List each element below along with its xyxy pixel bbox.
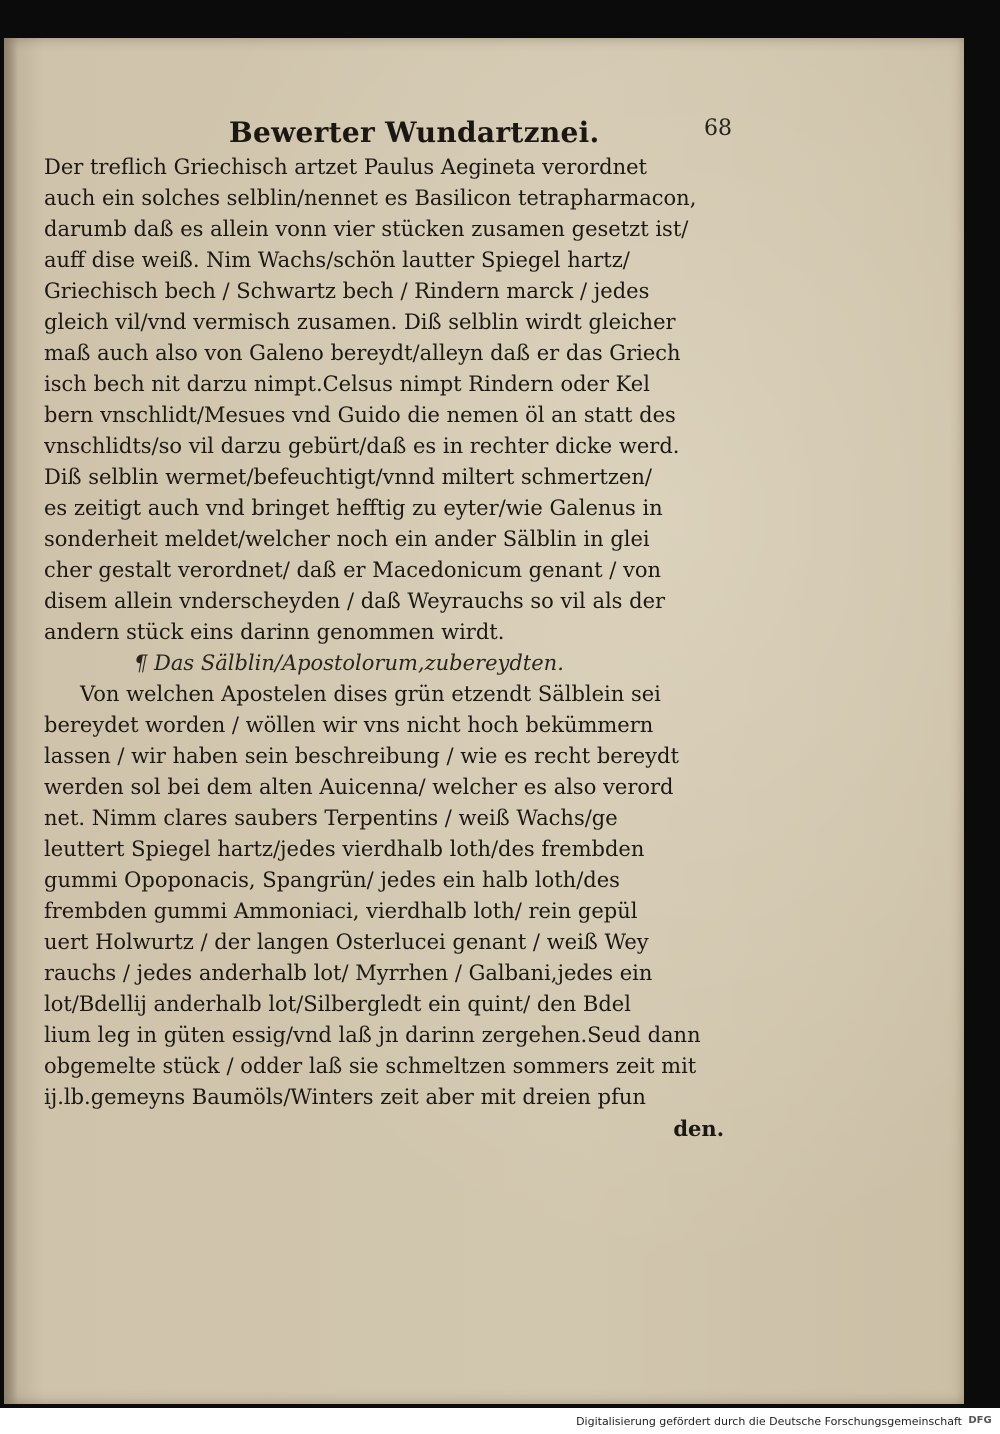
text-line: darumb daß es allein vonn vier stücken zusamen gesetzt ist/ xyxy=(44,217,689,241)
text-line: auff dise weiß. Nim Wachs/schön lautter Spiegel hartz/ xyxy=(44,248,630,272)
text-line: den. xyxy=(673,1116,724,1141)
text-line: Griechisch bech / Schwartz bech / Rindern marck / jedes xyxy=(44,279,650,303)
dfg-logo: DFG xyxy=(968,1415,992,1426)
text-line: gummi Opoponacis, Spangrün/ jedes ein halb loth/des xyxy=(44,868,620,892)
text-line: Von welchen Apostelen dises grün etzendt Sälblein sei xyxy=(80,682,661,706)
text-line: Diß selblin wermet/befeuchtigt/vnnd miltert schmertzen/ xyxy=(44,465,652,489)
text-line: andern stück eins darinn genommen wirdt. xyxy=(44,620,505,644)
text-line: lassen / wir haben sein beschreibung / wie es recht bereydt xyxy=(44,744,679,768)
text-line: leuttert Spiegel hartz/jedes vierdhalb loth/des frembden xyxy=(44,837,645,861)
text-line: lium leg in güten essig/vnd laß jn darinn zergehen.Seud dann xyxy=(44,1023,701,1047)
text-line: ij.lb.gemeyns Baumöls/Winters zeit aber mit dreien pfun xyxy=(44,1085,646,1109)
funding-credit: Digitalisierung gefördert durch die Deutsche Forschungsgemeinschaft xyxy=(576,1415,962,1428)
section-heading: ¶ Das Sälblin/Apostolorum,zubereydten. xyxy=(134,651,564,675)
book-page xyxy=(4,38,964,1404)
text-line: vnschlidts/so vil darzu gebürt/daß es in rechter dicke werd. xyxy=(44,434,680,458)
footer-bar xyxy=(0,1408,1000,1434)
text-line: frembden gummi Ammoniaci, vierdhalb loth/ rein gepül xyxy=(44,899,638,923)
text-line: rauchs / jedes anderhalb lot/ Myrrhen / Galbani,jedes ein xyxy=(44,961,653,985)
text-line: uert Holwurtz / der langen Osterlucei genant / weiß Wey xyxy=(44,930,649,954)
text-line: net. Nimm clares saubers Terpentins / weiß Wachs/ge xyxy=(44,806,618,830)
page-gutter-shadow xyxy=(4,38,18,1404)
text-line: sonderheit meldet/welcher noch ein ander Sälblin in glei xyxy=(44,527,650,551)
text-line: auch ein solches selblin/nennet es Basilicon tetrapharmacon, xyxy=(44,186,697,210)
text-line: werden sol bei dem alten Auicenna/ welcher es also verord xyxy=(44,775,674,799)
text-line: gleich vil/vnd vermisch zusamen. Diß selblin wirdt gleicher xyxy=(44,310,676,334)
running-head: Bewerter Wundartznei. xyxy=(229,116,600,149)
text-line: maß auch also von Galeno bereydt/alleyn daß er das Griech xyxy=(44,341,681,365)
text-line: bern vnschlidt/Mesues vnd Guido die nemen öl an statt des xyxy=(44,403,676,427)
text-line: isch bech nit darzu nimpt.Celsus nimpt Rindern oder Kel xyxy=(44,372,650,396)
text-line: bereydet worden / wöllen wir vns nicht hoch bekümmern xyxy=(44,713,654,737)
text-line: obgemelte stück / odder laß sie schmeltzen sommers zeit mit xyxy=(44,1054,697,1078)
text-line: lot/Bdellij anderhalb lot/Silbergledt ein quint/ den Bdel xyxy=(44,992,631,1016)
text-line: es zeitigt auch vnd bringet hefftig zu eyter/wie Galenus in xyxy=(44,496,663,520)
text-line: disem allein vnderscheyden / daß Weyrauchs so vil als der xyxy=(44,589,666,613)
text-line: Der treflich Griechisch artzet Paulus Aegineta verordnet xyxy=(44,155,647,179)
text-line: cher gestalt verordnet/ daß er Macedonicum genant / von xyxy=(44,558,662,582)
page-number: 68 xyxy=(704,116,732,141)
body-text xyxy=(44,152,744,1144)
